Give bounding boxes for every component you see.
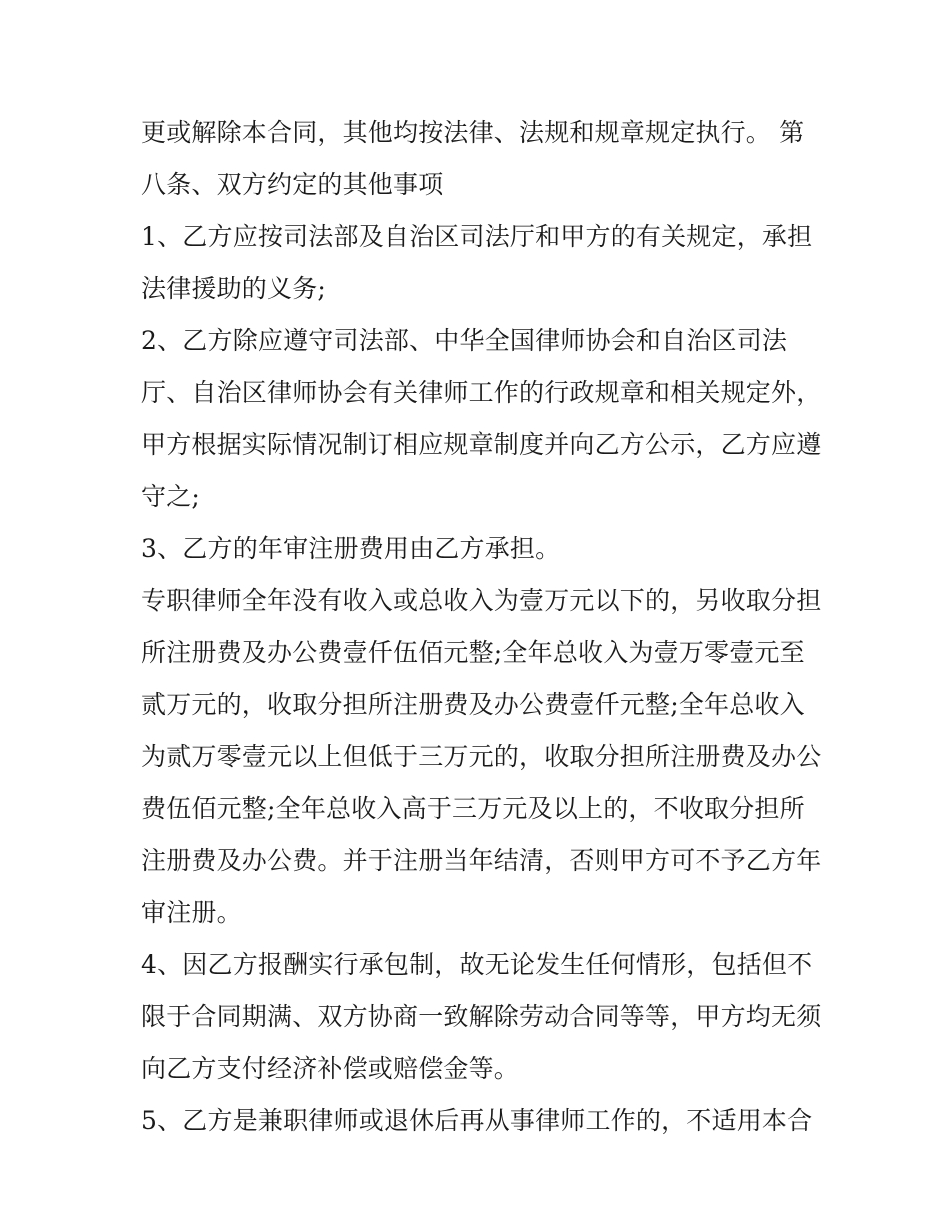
text-line: 贰万元的，收取分担所注册费及办公费壹仟元整;全年总收入	[141, 690, 805, 719]
text-line: 法律援助的义务;	[141, 274, 327, 303]
text-line: 为贰万零壹元以上但低于三万元的，收取分担所注册费及办公	[141, 742, 822, 771]
text-line: 费伍佰元整;全年总收入高于三万元及以上的，不收取分担所	[141, 794, 805, 823]
text-line: 甲方根据实际情况制订相应规章制度并向乙方公示，乙方应遵	[141, 430, 822, 459]
text-line: 守之;	[141, 482, 201, 511]
text-line: 2、乙方除应遵守司法部、中华全国律师协会和自治区司法	[141, 326, 788, 355]
text-line: 厅、自治区律师协会有关律师工作的行政规章和相关规定外，	[141, 378, 822, 407]
text-line: 4、因乙方报酬实行承包制，故无论发生任何情形，包括但不	[141, 950, 813, 979]
text-line: 专职律师全年没有收入或总收入为壹万元以下的，另收取分担	[141, 586, 822, 615]
text-line: 注册费及办公费。并于注册当年结清，否则甲方可不予乙方年	[141, 846, 822, 875]
text-line: 限于合同期满、双方协商一致解除劳动合同等等，甲方均无须	[141, 1002, 822, 1031]
text-line: 八条、双方约定的其他事项	[141, 170, 444, 199]
text-line: 向乙方支付经济补偿或赔偿金等。	[141, 1054, 520, 1083]
text-line: 1、乙方应按司法部及自治区司法厅和甲方的有关规定，承担	[141, 222, 813, 251]
text-line: 3、乙方的年审注册费用由乙方承担。	[141, 534, 561, 563]
text-line: 所注册费及办公费壹仟伍佰元整;全年总收入为壹万零壹元至	[141, 638, 805, 667]
text-line: 更或解除本合同，其他均按法律、法规和规章规定执行。 第	[141, 118, 805, 147]
text-line: 审注册。	[141, 898, 242, 927]
document-body	[141, 107, 821, 1147]
text-line: 5、乙方是兼职律师或退休后再从事律师工作的，不适用本合	[141, 1106, 813, 1135]
